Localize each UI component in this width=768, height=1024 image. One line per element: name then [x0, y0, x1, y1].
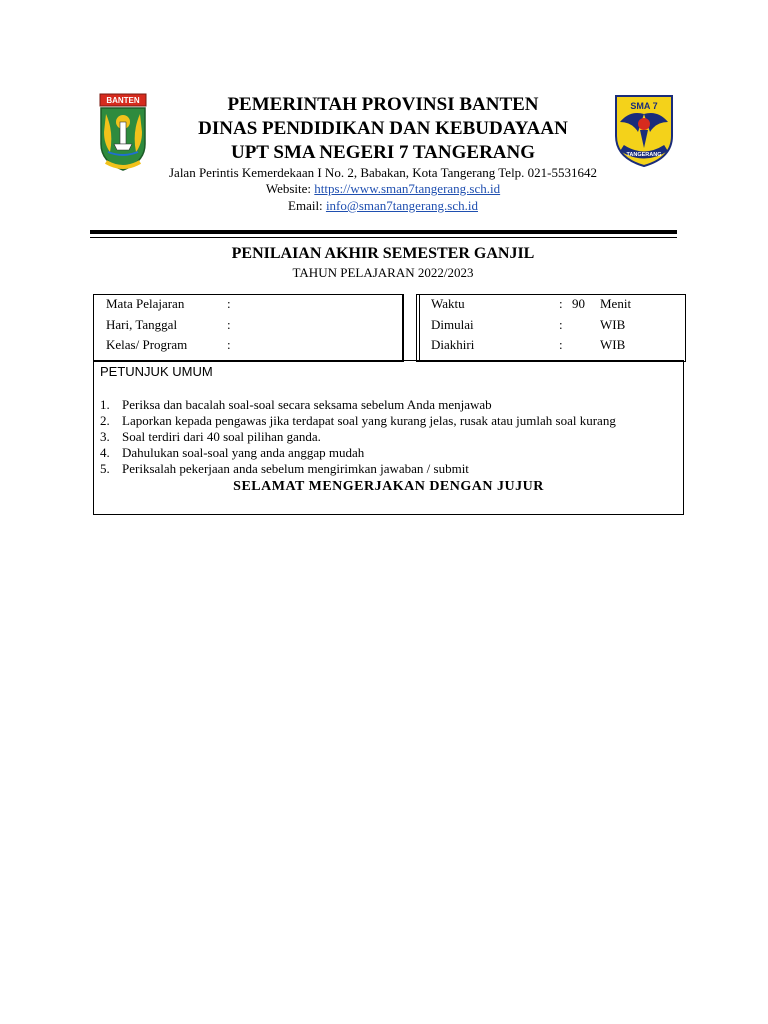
- info-colon: :: [559, 337, 563, 352]
- instructions-heading: PETUNJUK UMUM: [100, 364, 213, 379]
- info-colon: :: [227, 337, 231, 352]
- instruction-text: Laporkan kepada pengawas jika terdapat soal yang kurang jelas, rusak atau jumlah soal kurang: [122, 413, 616, 428]
- banten-emblem-logo: [96, 92, 150, 176]
- info-label: Diakhiri: [431, 337, 475, 352]
- info-left-rows: [106, 294, 396, 360]
- instruction-item: [100, 461, 469, 477]
- info-label: Mata Pelajaran: [106, 296, 185, 311]
- email-label: Email:: [288, 198, 326, 213]
- school-address: Jalan Perintis Kemerdekaan I No. 2, Babakan, Kota Tangerang Telp. 021-5531642: [168, 165, 598, 180]
- header-divider-thick: [90, 230, 677, 234]
- exam-year: TAHUN PELAJARAN 2022/2023: [292, 265, 474, 280]
- info-label: Kelas/ Program: [106, 337, 188, 352]
- instruction-item: [100, 413, 616, 429]
- info-label: Dimulai: [431, 317, 474, 332]
- logo-right-text: SMA 7: [630, 101, 658, 111]
- info-unit: WIB: [600, 337, 626, 352]
- instruction-text: Soal terdiri dari 40 soal pilihan ganda.: [122, 429, 321, 444]
- instruction-text: Periksalah pekerjaan anda sebelum mengirimkan jawaban / submit: [122, 461, 469, 476]
- instruction-item: [100, 445, 364, 461]
- school-title: UPT SMA NEGERI 7 TANGERANG: [230, 142, 536, 163]
- info-row-end: [431, 335, 681, 355]
- info-unit: WIB: [600, 317, 626, 332]
- government-title: PEMERINTAH PROVINSI BANTEN: [227, 94, 539, 115]
- instruction-number: 3.: [100, 429, 110, 444]
- instruction-item: [100, 429, 321, 445]
- info-row-subject: [106, 294, 396, 314]
- info-row-start: [431, 315, 681, 335]
- instruction-number: 5.: [100, 461, 110, 476]
- info-label: Waktu: [431, 296, 465, 311]
- instruction-number: 2.: [100, 413, 110, 428]
- info-right-rows: [431, 294, 681, 360]
- info-label: Hari, Tanggal: [106, 317, 178, 332]
- instruction-number: 1.: [100, 397, 110, 412]
- website-line: [150, 181, 616, 197]
- info-row-date: [106, 315, 396, 335]
- department-title: DINAS PENDIDIKAN DAN KEBUDAYAAN: [198, 118, 568, 139]
- info-colon: :: [227, 317, 231, 332]
- website-label: Website:: [265, 181, 315, 196]
- info-row-duration: [431, 294, 681, 314]
- email-link[interactable]: info@sman7tangerang.sch.id: [325, 198, 478, 213]
- instruction-item: [100, 397, 492, 413]
- closing-message: SELAMAT MENGERJAKAN DENGAN JUJUR: [233, 479, 544, 494]
- instruction-number: 4.: [100, 445, 110, 460]
- header-divider-thin: [90, 237, 677, 238]
- logo-right-caption: TANGERANG: [626, 152, 662, 158]
- box-divider-line: [403, 294, 404, 362]
- website-link[interactable]: https://www.sman7tangerang.sch.id: [314, 181, 501, 196]
- instruction-text: Periksa dan bacalah soal-soal secara seksama sebelum Anda menjawab: [122, 397, 492, 412]
- email-line: [150, 198, 616, 214]
- logo-left-text: BANTEN: [106, 96, 140, 105]
- info-colon: :: [559, 296, 563, 311]
- info-value: 90: [572, 296, 585, 311]
- instruction-text: Dahulukan soal-soal yang anda anggap mudah: [122, 445, 365, 460]
- info-colon: :: [227, 296, 231, 311]
- exam-title: PENILAIAN AKHIR SEMESTER GANJIL: [231, 245, 535, 262]
- info-colon: :: [559, 317, 563, 332]
- sma7-logo: [612, 92, 676, 168]
- info-row-class: [106, 335, 396, 355]
- info-unit: Menit: [600, 296, 632, 311]
